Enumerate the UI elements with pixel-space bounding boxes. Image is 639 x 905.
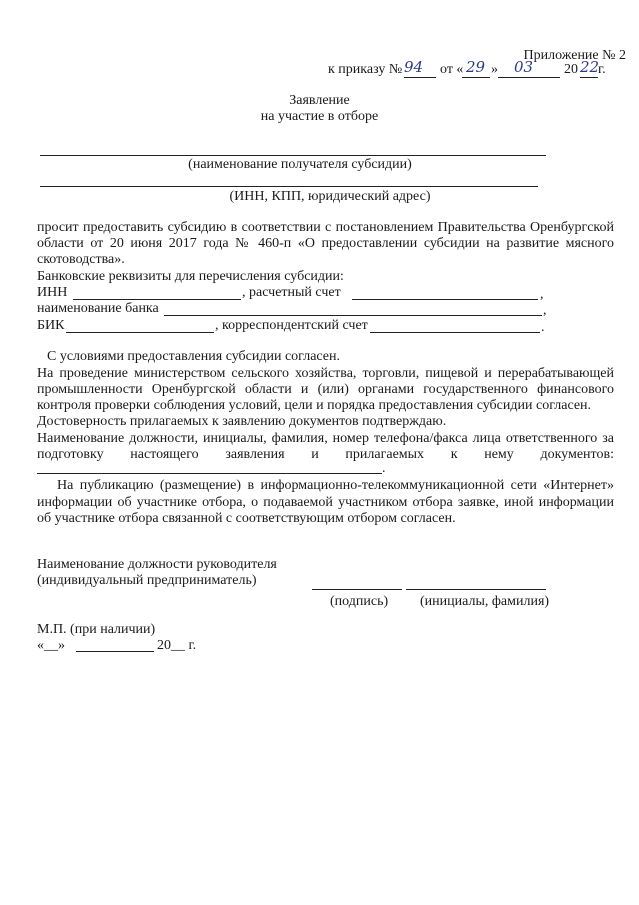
request-line-3: скотоводства».	[37, 252, 125, 267]
appendix-label: Приложение № 2	[523, 48, 626, 63]
date-year: 20__ г.	[157, 638, 197, 653]
order-day-line	[462, 77, 490, 78]
corr-account-label: , корреспондентский счет	[215, 318, 368, 333]
doc-title: Заявление	[289, 93, 350, 108]
recipient-caption: (наименование получателя субсидии)	[188, 157, 412, 172]
order-prefix: к приказу №	[328, 62, 403, 77]
responsible-line-1: Наименование должности, инициалы, фамилия, номер телефона/факса лица ответственного за	[37, 431, 614, 446]
order-month-line	[498, 77, 560, 78]
order-quote-close: »	[491, 62, 498, 77]
bik-field[interactable]	[66, 332, 214, 333]
bank-name-comma: ,	[543, 303, 547, 318]
name-caption: (инициалы, фамилия)	[420, 594, 550, 609]
order-year-suffix: г.	[598, 62, 606, 77]
order-year-line	[580, 77, 598, 78]
agree-conditions: С условиями предоставления субсидии согласен.	[47, 349, 341, 364]
order-number-line	[404, 77, 436, 78]
signature-caption: (подпись)	[330, 594, 389, 609]
publish-line-3: об участнике отбора связанной с соответствующим отбором согласен.	[37, 511, 456, 526]
responsible-field[interactable]	[37, 473, 382, 474]
responsible-line-2: подготовку настоящего заявления и прилагаемых к нему документов:	[37, 447, 614, 462]
confirm-docs: Достоверность прилагаемых к заявлению документов подтверждаю.	[37, 414, 447, 429]
stamp-label: М.П. (при наличии)	[37, 622, 156, 637]
signature-field[interactable]	[312, 589, 402, 590]
audit-line-3: контроля проверки соблюдения условий, цели и порядка предоставления субсидии согласен.	[37, 398, 592, 413]
corr-account-dot: .	[541, 320, 545, 335]
account-label: , расчетный счет	[242, 285, 341, 300]
responsible-dot: .	[382, 461, 386, 476]
bank-name-label: наименование банка	[37, 301, 159, 316]
audit-line-2: промышленности Оренбургской области и (или) органами государственного финансового	[37, 382, 614, 397]
audit-line-1: На проведение министерством сельского хозяйства, торговли, пищевой и перерабатывающей	[37, 366, 614, 381]
recipient-field[interactable]	[40, 155, 546, 156]
request-line-1: просит предоставить субсидию в соответствии с постановлением Правительства Оренбургской	[37, 220, 614, 235]
bank-name-field[interactable]	[164, 315, 542, 316]
inn-address-field[interactable]	[40, 186, 538, 187]
name-field[interactable]	[406, 589, 546, 590]
inn-address-caption: (ИНН, КПП, юридический адрес)	[229, 189, 431, 204]
order-month: 03	[514, 58, 534, 76]
publish-line-1: На публикацию (размещение) в информационно-телекоммуникационной сети «Интернет»	[57, 478, 614, 493]
inn-field[interactable]	[73, 299, 241, 300]
order-number: 94	[404, 58, 424, 76]
date-day: «__»	[37, 638, 65, 653]
order-from: от «	[440, 62, 464, 77]
order-day: 29	[466, 58, 486, 76]
order-year: 22	[580, 58, 600, 76]
corr-account-field[interactable]	[370, 332, 540, 333]
account-field[interactable]	[352, 299, 538, 300]
publish-line-2: информации об участнике отбора, о подаваемой участником отбора заявке, иной информации	[37, 495, 614, 510]
account-comma: ,	[540, 287, 544, 302]
inn-label: ИНН	[37, 285, 68, 300]
date-month-field[interactable]	[76, 651, 154, 652]
head-position-sublabel: (индивидуальный предприниматель)	[37, 573, 257, 588]
request-line-2: области от 20 июня 2017 года № 460-п «О предоставлении субсидии на развитие мясного	[37, 236, 614, 251]
head-position-label: Наименование должности руководителя	[37, 557, 277, 572]
bik-label: БИК	[37, 318, 65, 333]
doc-subtitle: на участие в отборе	[260, 109, 379, 124]
bank-details-heading: Банковские реквизиты для перечисления субсидии:	[37, 269, 344, 284]
order-year-prefix: 20	[564, 62, 578, 77]
